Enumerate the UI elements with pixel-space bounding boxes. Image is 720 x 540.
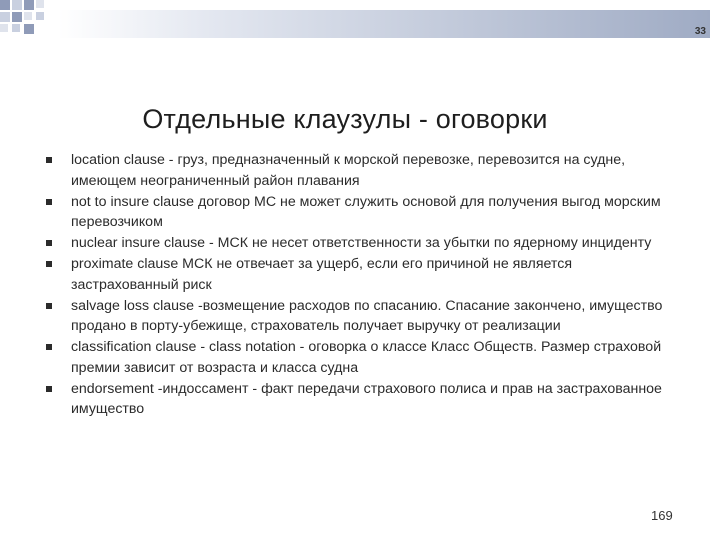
slide-number: 169 bbox=[651, 508, 673, 523]
decor-square-icon bbox=[12, 0, 22, 10]
decor-square-icon bbox=[12, 12, 22, 22]
decor-square-icon bbox=[0, 12, 10, 22]
slide-title: Отдельные клаузулы - оговорки bbox=[142, 104, 548, 134]
square-bullet-icon bbox=[46, 386, 52, 392]
decor-square-icon bbox=[0, 24, 8, 32]
decor-square-icon bbox=[36, 0, 44, 8]
decor-square-icon bbox=[36, 12, 44, 20]
decor-square-icon bbox=[0, 0, 10, 10]
bullet-item bbox=[40, 379, 680, 420]
bullet-text: salvage loss clause -возмещение расходов по спасанию. Спасание закончено, имущество продано в порту-убежище, страхователь получает выручку от реализации bbox=[71, 297, 663, 334]
bullet-item bbox=[40, 254, 680, 295]
bullet-text: nuclear insure clause - МСК не несет ответственности за убытки по ядерному инциденту bbox=[71, 235, 652, 251]
square-bullet-icon bbox=[46, 199, 52, 205]
bullet-text: proximate clause МСК не отвечает за ущерб, если его причиной не является застрахованный риск bbox=[71, 256, 573, 293]
bullet-text: endorsement -индоссамент - факт передачи страхового полиса и прав на застрахованное имущество bbox=[71, 380, 662, 417]
square-bullet-icon bbox=[46, 261, 52, 267]
decor-square-icon bbox=[24, 0, 34, 10]
decor-square-icon bbox=[12, 24, 20, 32]
bullet-text: location clause - груз, предназначенный к морской перевозке, перевозится на судне, имеющем неограниченный район плавания bbox=[71, 152, 626, 189]
header-gradient-band bbox=[45, 10, 710, 38]
decor-square-icon bbox=[24, 24, 34, 34]
square-bullet-icon bbox=[46, 303, 52, 309]
square-bullet-icon bbox=[46, 344, 52, 350]
decor-square-icon bbox=[24, 12, 32, 20]
bullet-list bbox=[40, 150, 680, 420]
bullet-item bbox=[40, 192, 680, 233]
square-bullet-icon bbox=[46, 240, 52, 246]
square-bullet-icon bbox=[46, 157, 52, 163]
header-decoration bbox=[0, 0, 720, 38]
bullet-text: not to insure clause договор МС не может служить основой для получения выгод морским перевозчиком bbox=[71, 193, 661, 230]
bullet-item bbox=[40, 337, 680, 378]
bullet-text: classification clause - class notation - оговорка о классе Класс Обществ. Размер страховой премии зависит от возраста и класса судна bbox=[71, 339, 662, 376]
page-number: 33 bbox=[694, 26, 706, 37]
bullet-item bbox=[40, 296, 680, 337]
bullet-item bbox=[40, 150, 680, 191]
bullet-item bbox=[40, 233, 680, 254]
